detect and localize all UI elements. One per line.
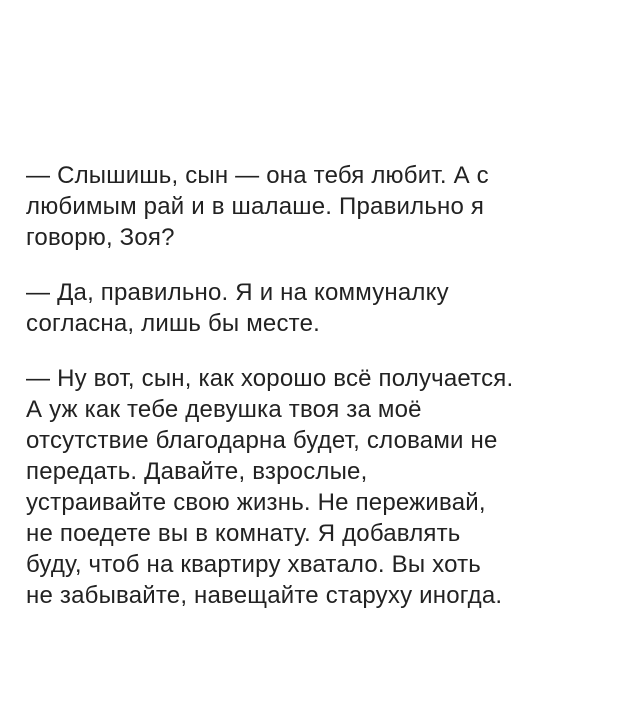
text-line: устраивайте свою жизнь. Не переживай, — [26, 489, 486, 516]
text-line: не забывайте, навещайте старуху иногда. — [26, 582, 503, 609]
paragraph-dialogue-3 — [26, 363, 626, 611]
text-line: — Ну вот, сын, как хорошо всё получается. — [26, 365, 514, 392]
text-line: передать. Давайте, взрослые, — [26, 458, 368, 485]
text-line: — Слышишь, сын — она тебя любит. А с — [26, 162, 489, 189]
paragraph-dialogue-1 — [26, 160, 626, 253]
text-line: буду, чтоб на квартиру хватало. Вы хоть — [26, 551, 482, 578]
text-line: — Да, правильно. Я и на коммуналку — [26, 279, 449, 306]
text-line: любимым рай и в шалаше. Правильно я — [26, 193, 485, 220]
text-line: говорю, Зоя? — [26, 224, 175, 251]
text-line: не поедете вы в комнату. Я добавлять — [26, 520, 461, 547]
text-line: отсутствие благодарна будет, словами не — [26, 427, 498, 454]
text-line: согласна, лишь бы месте. — [26, 310, 321, 337]
paragraph-dialogue-2 — [26, 277, 626, 339]
text-line: А уж как тебе девушка твоя за моё — [26, 396, 422, 423]
